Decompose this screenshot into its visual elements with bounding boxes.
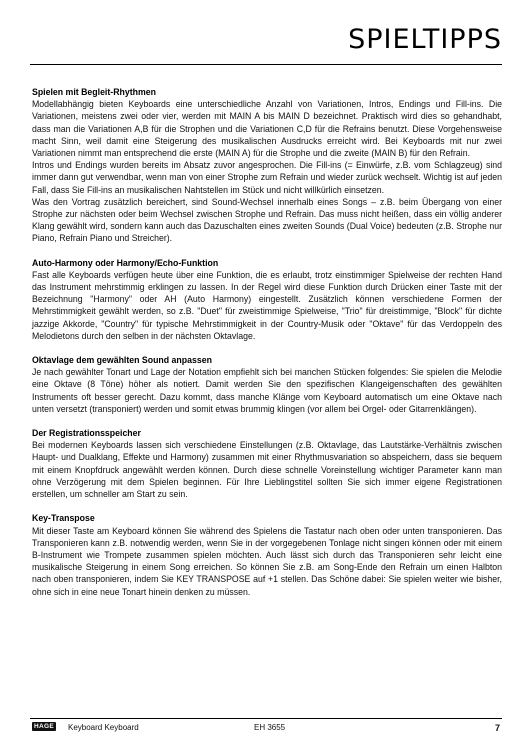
section-heading: Spielen mit Begleit-Rhythmen xyxy=(32,87,156,97)
title-divider xyxy=(30,64,502,65)
section-oktavlage xyxy=(32,354,502,415)
page-number: 7 xyxy=(494,723,500,733)
section-heading: Key-Transpose xyxy=(32,513,95,524)
paragraph: Je nach gewählter Tonart und Lage der Notation empfiehlt sich bei manchen Stücken folgendes: Sie spielen die Melodie eine Oktave (8 Töne) höher als notiert. Damit werden Sie den spezifischen Klangeigenschaften des gewählten Instruments oft besser gerecht. Dazu kommt, dass manche Klänge vom Keyboard automatisch um eine Oktave nach unten versetzt (transponiert) werden und somit etwas brummig klingen (vor allem bei Orgel- oder Gitarrenklängen). xyxy=(32,367,502,414)
section-auto-harmony xyxy=(32,257,502,342)
section-key-transpose xyxy=(32,512,502,597)
paragraph: Mit dieser Taste am Keyboard können Sie während des Spielens die Tastatur nach oben oder unten transponieren. Das Transponieren kann z.B. notwendig werden, wenn Sie in der vorgegebenen Tonlage nicht singen können oder mit einem B-Instrument wie Trompete zusammen spielen möchten. Auch lässt sich durch das Transponieren sehr leicht eine musikalische Steigerung in einem Song erreichen. So können Sie z.B. am Song-Ende den Refrain um einen Halbton nach oben transponieren, indem Sie KEY TRANSPOSE auf +1 stellen. Das Schöne dabei: Sie spielen weiter wie bisher, ohne sich in eine neue Tonart hinein denken zu müssen. xyxy=(32,525,502,597)
section-begleit-rhythmen xyxy=(32,86,502,245)
series-title: Keyboard Keyboard xyxy=(68,723,139,732)
section-heading: Der Registrationsspeicher xyxy=(32,428,141,439)
footer xyxy=(32,722,502,736)
publisher-logo: HAGE xyxy=(34,723,54,730)
section-heading: Oktavlage dem gewählten Sound anpassen xyxy=(32,355,212,366)
paragraph: Intros und Endings wurden bereits im Absatz zuvor angesprochen. Die Fill-ins (= Einwürfe, z.B. vom Schlagzeug) sind immer dann gut verwendbar, wenn man von einer Strophe zum Refrain und wieder zurück wechselt. Wichtig ist auf jeden Fall, dass Sie Fill-ins an musikalischen Nahtstellen im Stück und nicht willkürlich einsetzen. xyxy=(32,160,502,195)
edition-code: EH 3655 xyxy=(254,723,286,732)
paragraph: Modellabhängig bieten Keyboards eine unterschiedliche Anzahl von Variationen, Intros, Endings und Fill-ins. Die Variationen, meistens zwei oder vier, werden mit MAIN A bis MAIN D bezeichnet. Praktisch wird dies so gehandhabt, dass man die Variationen A,B für die Strophen und die Variationen C,D für die Refrains benutzt. Diese Vorgehensweise macht Sinn, weil damit eine Steigerung des musikalischen Ausdrucks erreicht wird. Bei Keyboards mit nur zwei Variationen nimmt man entsprechend die erste (MAIN A) für die Strophe und die zweite (MAIN B) für den Refrain. xyxy=(32,99,502,159)
section-heading: Auto-Harmony oder Harmony/Echo-Funktion xyxy=(32,257,219,268)
footer-divider xyxy=(30,718,502,719)
section-registrationsspeicher xyxy=(32,427,502,500)
paragraph: Fast alle Keyboards verfügen heute über eine Funktion, die es erlaubt, trotz einstimmiger Spielweise der rechten Hand das Instrument mehrstimmig erklingen zu lassen. In der Regel wird diese Funktion durch Drücken einer Taste mit der Bezeichnung "Harmony" oder AH (Auto Harmony) eingestellt. Zusätzlich können verschiedene Formen der Mehrstimmigkeit gewählt werden, so z.B. "Duet" für zweistimmige Spielweise, "Trio" für dreistimmige, "Block" für dichte jazzige Akkorde, "Country" für typische Mehrstimmigkeit in der Country-Musik oder "Oktave" für das Verdoppeln des Melodietons durch den selben in der nächsten Oktavlage. xyxy=(32,269,502,341)
paragraph: Bei modernen Keyboards lassen sich verschiedene Einstellungen (z.B. Oktavlage, das Lautstärke-Verhältnis zwischen Haupt- und Dualklang, Effekte und Harmony) zusammen mit einer Rhythmusvariation so abspeichern, dass sie bequem mit einem Knopfdruck angewählt werden können. Durch diese schnelle Voreinstellung wichtiger Parameter kann man ohne Verzögerung mit dem Spielen beginnen. Für Ihre Lieblingstitel sollten Sie sich immer eigene Registrationen erstellen, um schneller am Start zu sein. xyxy=(32,440,502,500)
paragraph: Was den Vortrag zusätzlich bereichert, sind Sound-Wechsel innerhalb eines Songs – z.B. beim Übergang von einer Strophe zur nächsten oder beim Wechsel zwischen Strophe und Refrain. Das muss nicht heißen, dass ein völlig anderer Klang gewählt wird, sondern kann auch das Dazuschalten eines zweiten Sounds (Dual Voice) bedeuten (z.B. Strophe nur Piano, Refrain Piano und Streicher). xyxy=(32,196,502,244)
page-title: SPIELTIPPS xyxy=(348,24,502,55)
content xyxy=(32,86,502,610)
